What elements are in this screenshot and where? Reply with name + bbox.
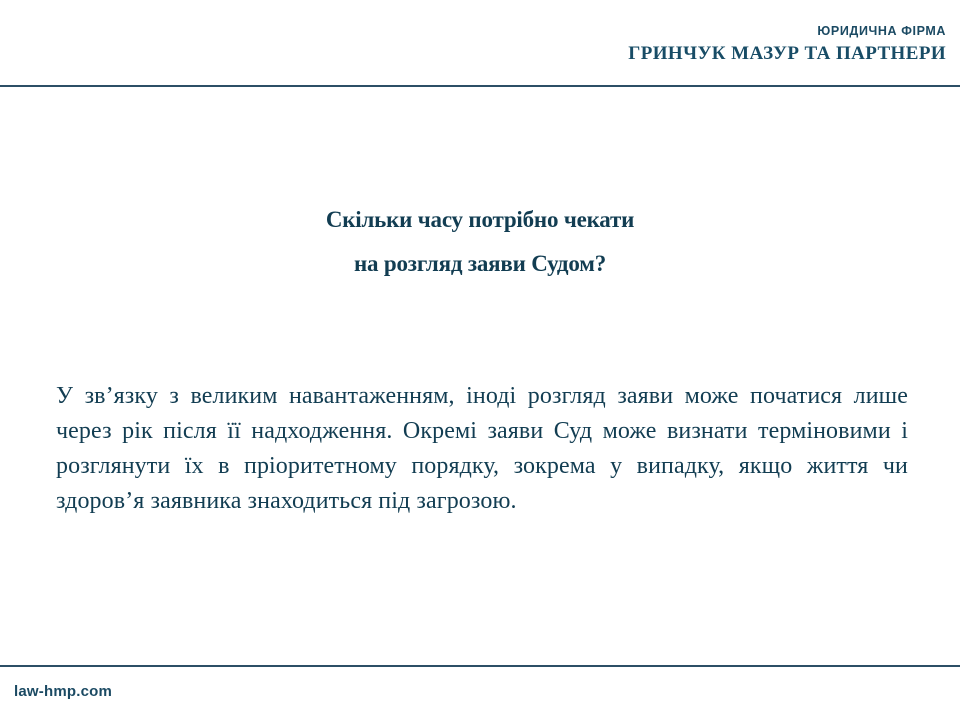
slide-title [0, 198, 960, 286]
title-line-2: на розгляд заяви Судом? [353, 251, 606, 276]
company-type-label: ЮРИДИЧНА ФІРМА [817, 24, 946, 38]
slide-header [0, 0, 960, 86]
slide-body [56, 355, 908, 543]
footer-divider [0, 665, 960, 667]
footer-website-link[interactable]: law-hmp.com [14, 683, 113, 700]
body-paragraph: У зв’язку з великим навантаженням, іноді розгляд заяви може початися лише через рік після її надходження. Окремі заяви Суд може визнати терміновими і розглянути їх в пріоритетному порядку, зокрема у випадку, якщо життя чи здоров’я заявника знаходиться під загрозою. [56, 383, 908, 514]
company-logo-text [628, 24, 946, 66]
header-divider [0, 85, 960, 87]
company-name-label: ГРИНЧУК МАЗУР ТА ПАРТНЕРИ [628, 43, 946, 64]
title-line-1: Скільки часу потрібно чекати [325, 207, 635, 232]
